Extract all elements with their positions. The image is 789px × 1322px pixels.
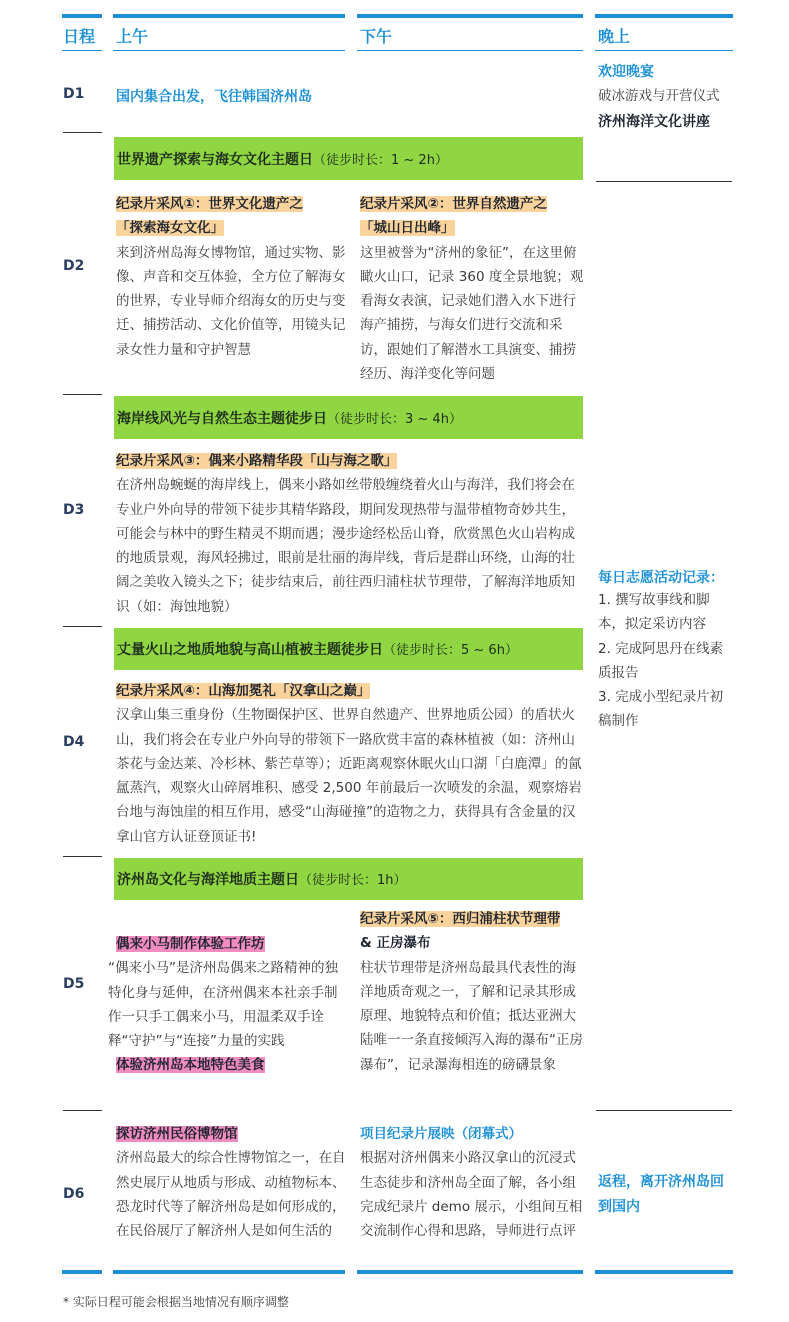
footer-bar (357, 1270, 583, 1274)
day-label: D5 (63, 976, 85, 992)
row-divider (63, 626, 102, 627)
header-rule (62, 50, 102, 51)
vol-item-2: 2. 完成阿思丹在线素质报告 (598, 640, 724, 681)
d2-pm-title: 纪录片采风②：世界自然遗产之 (360, 196, 547, 212)
d1-eve-line1: 破冰游戏与开营仪式 (598, 88, 720, 104)
d4-theme-banner (114, 628, 583, 670)
col-header-pm: 下午 (360, 27, 393, 46)
d5-am-title: 偶来小马制作体验工作坊 (116, 936, 265, 952)
d5-pm-title: 纪录片采风⑤：西归浦柱状节理带 (360, 911, 561, 927)
footnote: * 实际日程可能会根据当地情况有顺序调整 (63, 1295, 289, 1309)
d5-am-title-2: 体验济州岛本地特色美食 (116, 1057, 265, 1074)
d3-theme: 海岸线风光与自然生态主题徒步日 (117, 411, 327, 427)
d3-title: 纪录片采风③：偶来小路精华段「山与海之歌」 (116, 453, 398, 469)
row-divider (596, 1110, 732, 1111)
header-bar-pm (357, 14, 583, 18)
day-label: D2 (63, 258, 85, 274)
d5-theme: 济州岛文化与海洋地质主题日 (117, 872, 299, 888)
d2-pm-title-2: 「城山日出峰」 (360, 220, 455, 237)
d4-body: 汉拿山集三重身份（生物圈保护区、世界自然遗产、世界地质公园）的盾状火山，我们将会在专业户外向导的带领下一路欣赏丰富的森林植被（如：济州山茶花与金达莱、冷杉林、紫芒草等）；近距离观察休眠火山口湖「白鹿潭」的氤氲蒸汽，观察火山碎屑堆积、感受 2,500 年前最后一次喷发的余温，观察熔岩台地与海蚀崖的相互作用，感受“山海碰撞”的造物之力，获得具有含金量的汉拿山官方认证登顶证书! (116, 707, 582, 845)
vol-title: 每日志愿活动记录： (598, 570, 724, 586)
d5-theme-banner (114, 858, 583, 900)
d2-am-title-2: 「探索海女文化」 (116, 220, 224, 237)
d1-eve-line2: 济州海洋文化讲座 (598, 114, 710, 130)
footer-bar (113, 1270, 345, 1274)
d3-theme-note: （徒步时长：3 ~ 4h） (327, 412, 462, 427)
vol-item-3: 3. 完成小型纪录片初稿制作 (598, 689, 724, 730)
day-label: D3 (63, 502, 85, 518)
row-divider (63, 394, 102, 395)
d2-theme-banner (114, 137, 583, 180)
col-header-am: 上午 (116, 27, 149, 46)
d5-theme-note: （徒步时长：1h） (299, 873, 407, 888)
footer-bar (595, 1270, 733, 1274)
d2-theme: 世界遗产探索与海女文化主题日 (117, 152, 313, 168)
header-rule (357, 50, 583, 51)
header-rule (595, 50, 733, 51)
col-header-eve: 晚上 (598, 27, 631, 46)
d6-am-title: 探访济州民俗博物馆 (116, 1126, 238, 1142)
d2-am-body: 来到济州岛海女博物馆，通过实物、影像、声音和交互体验，全方位了解海女的世界，专业导师介绍海女的历史与变迁、捕捞活动、文化价值等，用镜头记录女性力量和守护智慧 (116, 244, 346, 358)
d6-pm-title: 项目纪录片展映（闭幕式） (360, 1126, 522, 1142)
footer-bar (62, 1270, 102, 1274)
row-divider (63, 132, 102, 133)
d5-pm-body: 柱状节理带是济州岛最具代表性的海洋地质奇观之一，了解和记录其形成原理、地貌特点和价值；抵达亚洲大陆唯一一条直接倾泻入海的瀑布“正房瀑布”，记录瀑海相连的磅礴景象 (360, 959, 583, 1073)
d1-am-text: 国内集合出发，飞往韩国济州岛 (116, 89, 312, 105)
header-rule (113, 50, 345, 51)
d1-eve-title: 欢迎晚宴 (598, 64, 654, 80)
header-bar-eve (595, 14, 733, 18)
day-label: D4 (63, 734, 85, 750)
d3-theme-banner (114, 396, 583, 439)
header-bar-day (62, 14, 102, 18)
d6-am-body: 济州岛最大的综合性博物馆之一，在自然史展厅从地质与形成、动植物标本、恐龙时代等了解济州岛是如何形成的，在民俗展厅了解济州人是如何生活的 (116, 1150, 346, 1240)
d2-am-title: 纪录片采风①：世界文化遗产之 (116, 196, 303, 212)
d2-theme-note: （徒步时长：1 ~ 2h） (313, 153, 448, 168)
day-label: D6 (63, 1186, 85, 1202)
d4-theme: 丈量火山之地质地貌与高山植被主题徒步日 (117, 642, 383, 658)
header-bar-am (113, 14, 345, 18)
col-header-day: 日程 (63, 27, 96, 46)
d2-pm-body: 这里被誉为“济州的象征”，在这里俯瞰火山口，记录 360 度全景地貌；观看海女表演，记录她们潜入水下进行海产捕捞，与海女们进行交流和采访，跟她们了解潜水工具演变、捕捞经历、海洋变化等问题 (360, 244, 584, 383)
d5-am-body: “偶来小马”是济州岛偶来之路精神的独特化身与延伸，在济州偶来本社亲手制作一只手工偶来小马，用温柔双手诠释“守护”与“连接”力量的实践 (108, 960, 338, 1050)
row-divider (596, 181, 732, 182)
d4-theme-note: （徒步时长：5 ~ 6h） (383, 643, 518, 658)
d5-pm-title-2: & 正房瀑布 (360, 935, 431, 952)
row-divider (63, 856, 102, 857)
d6-pm-body: 根据对济州偶来小路汉拿山的沉浸式生态徒步和济州岛全面了解，各小组完成纪录片 demo 展示，小组间互相交流制作心得和思路，导师进行点评 (360, 1150, 583, 1240)
d4-title: 纪录片采风④：山海加冕礼「汉拿山之巅」 (116, 683, 371, 699)
row-divider (63, 1110, 102, 1111)
day-label: D1 (63, 86, 85, 102)
vol-item-1: 1. 撰写故事线和脚本，拟定采访内容 (598, 592, 710, 633)
d6-eve: 返程，离开济州岛回到国内 (598, 1174, 724, 1215)
d3-body: 在济州岛蜿蜒的海岸线上，偶来小路如丝带般缠绕着火山与海洋，我们将会在专业户外向导的带领下徒步其精华路段，期间发现热带与温带植物奇妙共生，可能会与林中的野生精灵不期而遇；漫步途经松岳山脊，欣赏黑色火山岩构成的地质景观，海风轻拂过，眼前是壮丽的海岸线，背后是群山环绕，山海的壮阔之美收入镜头之下；徒步结束后，前往西归浦柱状节理带，了解海洋地质知识（如：海蚀地貌） (116, 477, 575, 615)
